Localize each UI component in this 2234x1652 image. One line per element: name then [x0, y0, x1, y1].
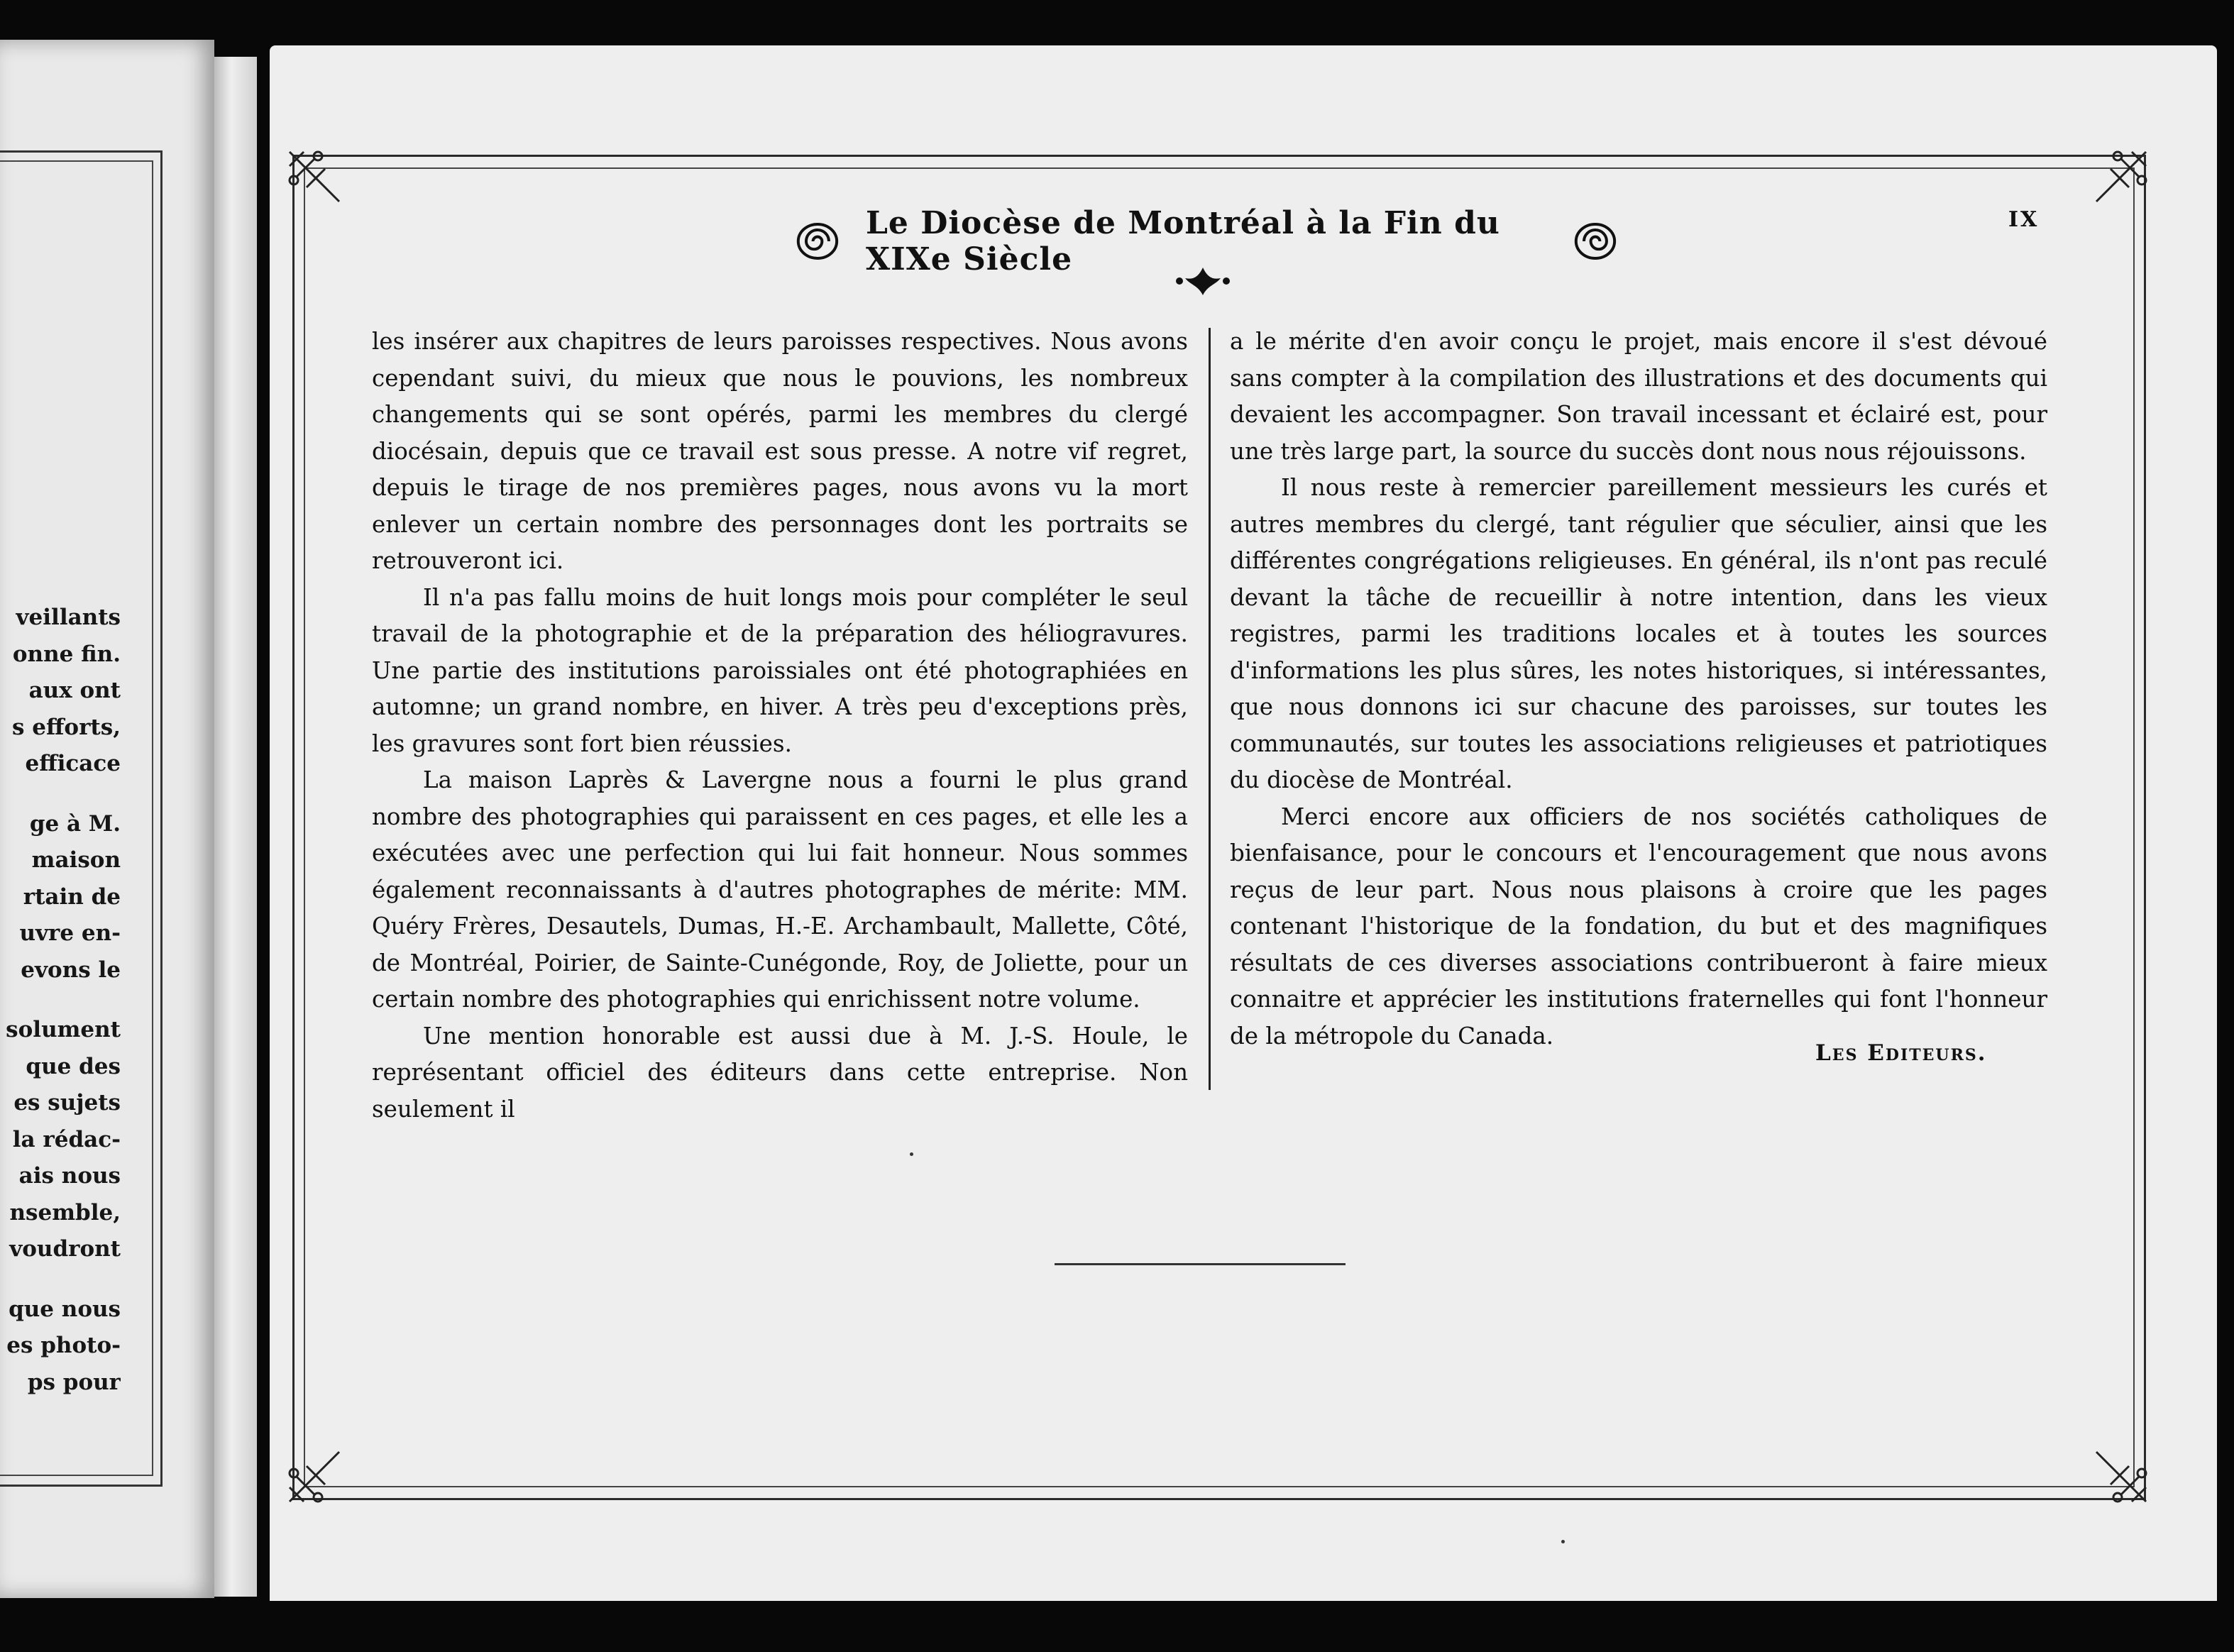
swirl-ornament-right-icon	[1573, 213, 1618, 270]
text-column-right	[1230, 324, 2047, 1054]
left-page-line: nsemble,	[9, 1199, 121, 1226]
left-frame-right-rule	[160, 150, 163, 1485]
left-page-line: maison	[31, 847, 121, 873]
scan-speck	[1561, 1540, 1565, 1543]
left-page-line: es photo-	[6, 1333, 121, 1358]
corner-ornament-top-left-icon	[282, 145, 346, 209]
paragraph: a le mérite d'en avoir conçu le projet, mais encore il s'est dévoué sans compter à la compilation des illustrations et des documents qui devaient les accompagner. Son travail incessant et éclairé est, pour une très large part, la source du succès dont nous nous réjouissons.	[1230, 328, 2047, 465]
paragraph: La maison Laprès & Lavergne nous a fourni le plus grand nombre des photographies qui paraissent en ces pages, et elle les a exécutées avec une perfection qui lui fait honneur. Nous sommes également reconnaissants à d'autres photographes de mérite: MM. Quéry Frères, Desautels, Dumas, H.-E. Archambault, Mallette, Côté, de Montréal, Poirier, de Sainte-Cunégonde, Roy, de Joliette, pour un certain nombre des photographies qui enrichissent notre volume.	[372, 766, 1188, 1013]
left-page-line: ge à M.	[29, 810, 121, 837]
left-page-line: que des	[26, 1053, 121, 1079]
left-page-line: veillants	[16, 605, 121, 630]
left-frame-bottom-rule-inner	[0, 1475, 153, 1476]
left-page-gap	[0, 989, 121, 1012]
swirl-ornament-left-icon	[795, 213, 840, 270]
left-frame-bottom-rule	[0, 1485, 163, 1487]
paragraph: Merci encore aux officiers de nos sociétés catholiques de bienfaisance, pour le concours et l'encouragement que nous avons reçus de leur part. Nous nous plaisons à croire que les pages contenant l'historique de la fondation, du but et des magnifiques résultats de ces diverses associations contribueront à faire mieux connaitre et apprécier les institutions fraternelles qui font l'honneur de la métropole du Canada.	[1230, 803, 2047, 1050]
left-page-line: es sujets	[13, 1090, 121, 1116]
left-page-gap	[0, 1268, 121, 1292]
left-frame-top-rule	[0, 150, 160, 153]
text-column-left	[372, 324, 1188, 1128]
left-page-line: solument	[6, 1017, 121, 1042]
left-page-gap	[0, 783, 121, 806]
left-page-line: evons le	[21, 957, 121, 983]
left-page-line: ais nous	[18, 1163, 121, 1189]
left-page-text	[0, 600, 121, 1401]
left-page-line: uvre en-	[19, 920, 121, 946]
header-title: Le Diocèse de Montréal à la Fin du XIXe Siècle	[865, 205, 1500, 277]
scan-speck	[910, 1152, 913, 1156]
left-page-line: efficace	[25, 751, 121, 776]
paragraph: les insérer aux chapitres de leurs paroisses respectives. Nous avons cependant suivi, du mieux que nous le pouvions, les nombreux changements qui se sont opérés, parmi les membres du clergé diocésain, depuis que ce travail est sous presse. A notre vif regret, depuis le tirage de nos premières pages, nous avons vu la mort enlever un certain nombre des personnages dont les portraits se retrouveront ici.	[372, 328, 1188, 574]
left-frame-top-rule-inner	[0, 160, 152, 162]
left-page-line: la rédac-	[12, 1126, 121, 1152]
corner-ornament-bottom-left-icon	[282, 1445, 346, 1509]
closing-rule	[1055, 1263, 1346, 1265]
left-page-line: s efforts,	[12, 714, 121, 740]
page-number: IX	[2008, 207, 2040, 232]
paragraph: Il n'a pas fallu moins de huit longs mois pour compléter le seul travail de la photographie et de la préparation des héliogravures. Une partie des institutions paroissiales ont été photographiées en automne; un grand nombre, en hiver. A très peu d'exceptions près, les gravures sont fort bien réussies.	[372, 583, 1188, 757]
page-spine	[214, 57, 257, 1597]
corner-ornament-top-right-icon	[2089, 145, 2153, 209]
left-page-line: rtain de	[23, 883, 121, 910]
column-divider	[1209, 328, 1211, 1090]
left-frame-right-rule-inner	[152, 160, 153, 1475]
left-page-line: onne fin.	[12, 641, 121, 667]
fleuron-ornament-icon	[1171, 264, 1235, 299]
corner-ornament-bottom-right-icon	[2089, 1445, 2153, 1509]
signature: Les Editeurs.	[1815, 1040, 1987, 1066]
paragraph: Une mention honorable est aussi due à M. J.-S. Houle, le représentant officiel des éditeurs dans cette entreprise. Non seulement il	[372, 1022, 1188, 1123]
left-page-line: aux ont	[28, 678, 121, 703]
left-page-line: que nous	[9, 1296, 121, 1322]
left-page-line: voudront	[9, 1236, 121, 1262]
paragraph: Il nous reste à remercier pareillement messieurs les curés et autres membres du clergé, tant régulier que séculier, ainsi que les différentes congrégations religieuses. En général, ils n'ont pas reculé devant la tâche de recueillir à notre intention, dans les vieux registres, parmi les traditions locales et à toutes les sources d'informations les plus sûres, les notes historiques, si intéressantes, que nous donnons ici sur chacune des paroisses, sur toutes les communautés, sur toutes les associations religieuses et patriotiques du diocèse de Montréal.	[1230, 474, 2047, 793]
left-page-line: ps pour	[27, 1369, 121, 1395]
